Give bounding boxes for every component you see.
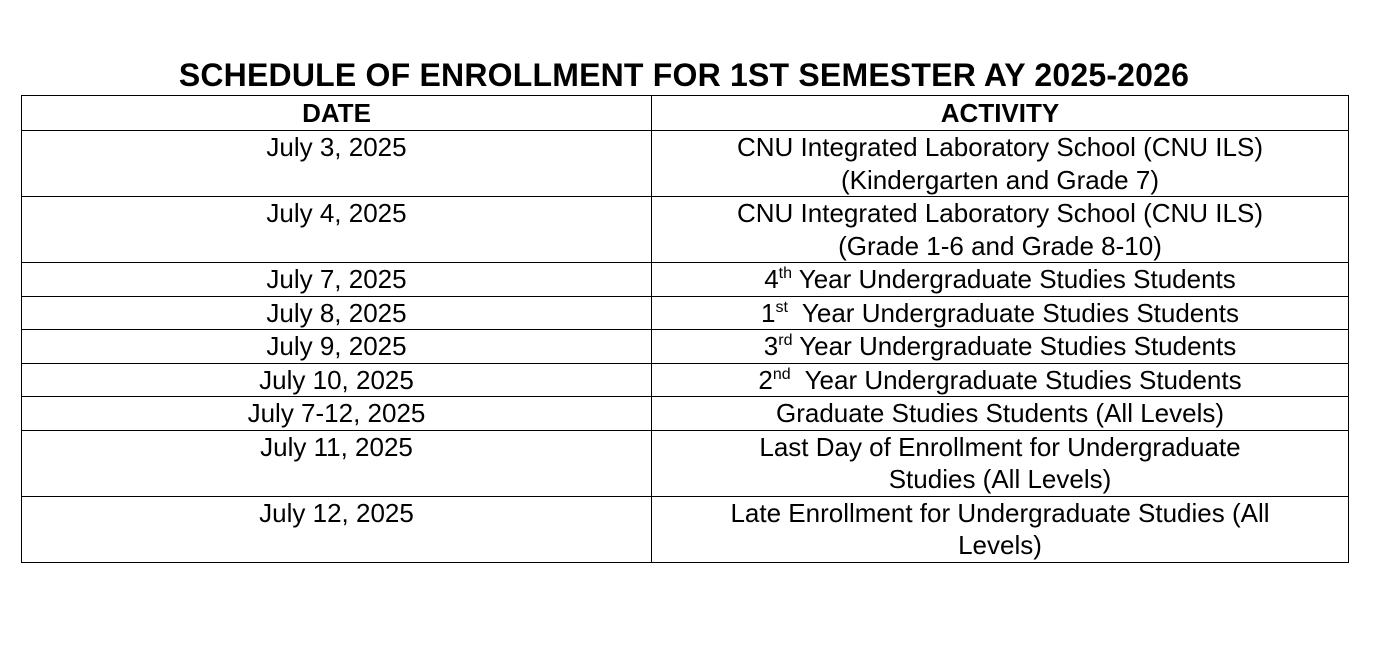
column-header-activity: ACTIVITY	[652, 96, 1349, 131]
table-row	[22, 363, 1349, 397]
ordinal-number: 4	[764, 264, 779, 294]
date-cell: July 8, 2025	[22, 296, 652, 330]
activity-text-line2: (Kindergarten and Grade 7)	[841, 164, 1159, 195]
activity-text-line1: Last Day of Enrollment for Undergraduate	[759, 431, 1241, 462]
activity-text: Year Undergraduate Studies Students	[787, 297, 1239, 328]
activity-text-line1: CNU Integrated Laboratory School (CNU ILS)	[736, 132, 1263, 162]
ordinal-number: 1	[761, 297, 776, 328]
ordinal-suffix: st	[775, 298, 788, 316]
date-cell: July 9, 2025	[22, 330, 652, 364]
enrollment-schedule-table	[21, 95, 1349, 563]
date-cell: July 7, 2025	[22, 263, 652, 297]
table-row	[22, 263, 1349, 297]
table-row	[22, 131, 1349, 197]
table-header-row	[22, 96, 1349, 131]
table-row	[22, 197, 1349, 263]
ordinal-suffix: rd	[778, 332, 793, 349]
activity-text-line1: Late Enrollment for Undergraduate Studies (All	[730, 497, 1270, 528]
table-row	[22, 330, 1349, 364]
activity-cell: Graduate Studies Students (All Levels)	[652, 397, 1349, 431]
activity-text-line2: (Grade 1-6 and Grade 8-10)	[838, 230, 1162, 261]
activity-cell	[652, 296, 1349, 330]
date-cell: July 10, 2025	[22, 363, 652, 397]
activity-cell	[652, 131, 1349, 197]
table-row	[22, 430, 1349, 496]
activity-text: Year Undergraduate Studies Students	[790, 364, 1242, 395]
ordinal-number: 3	[763, 331, 779, 361]
table-row	[22, 397, 1349, 431]
ordinal-suffix: nd	[772, 365, 791, 383]
activity-text: Year Undergraduate Studies Students	[792, 331, 1237, 361]
activity-cell	[652, 263, 1349, 297]
activity-text-line1: CNU Integrated Laboratory School (CNU ILS)	[736, 198, 1263, 228]
ordinal-suffix: th	[778, 265, 793, 282]
activity-text: Year Undergraduate Studies Students	[792, 264, 1236, 294]
activity-cell	[652, 496, 1349, 562]
activity-cell	[652, 197, 1349, 263]
table-row	[22, 296, 1349, 330]
date-cell: July 11, 2025	[22, 430, 652, 496]
date-cell: July 12, 2025	[22, 496, 652, 562]
page-title: SCHEDULE OF ENROLLMENT FOR 1ST SEMESTER AY 2025-2026	[178, 57, 1190, 93]
date-cell: July 7-12, 2025	[22, 397, 652, 431]
activity-cell	[652, 363, 1349, 397]
activity-text-line2: Studies (All Levels)	[888, 464, 1112, 494]
ordinal-number: 2	[758, 364, 773, 395]
table-row	[22, 496, 1349, 562]
date-cell: July 4, 2025	[22, 197, 652, 263]
activity-cell	[652, 430, 1349, 496]
date-cell: July 3, 2025	[22, 131, 652, 197]
activity-cell	[652, 330, 1349, 364]
activity-text-line2: Levels)	[958, 530, 1042, 560]
column-header-date: DATE	[22, 96, 652, 131]
